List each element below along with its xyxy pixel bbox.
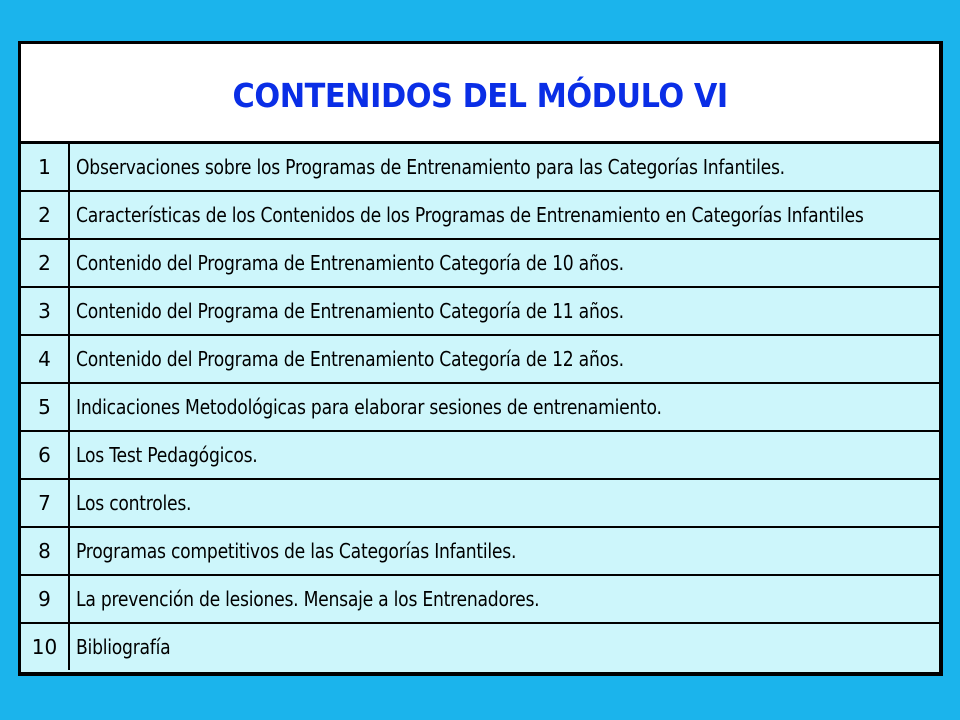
row-text-cell [70,528,939,574]
row-number: 9 [21,576,70,622]
table-row [21,336,939,384]
table-row [21,624,939,670]
row-number: 2 [21,192,70,238]
row-number: 4 [21,336,70,382]
table-body [21,144,939,670]
row-text: Contenido del Programa de Entrenamiento Categoría de 10 años. [76,251,624,275]
row-text: Bibliografía [76,635,171,659]
table-row [21,576,939,624]
table-row [21,384,939,432]
row-text: Programas competitivos de las Categorías Infantiles. [76,539,517,563]
row-number: 7 [21,480,70,526]
title-bar [21,44,939,144]
page-title: CONTENIDOS DEL MÓDULO VI [232,76,728,115]
row-text-cell [70,288,939,334]
table-row [21,288,939,336]
row-text-cell [70,240,939,286]
row-text: La prevención de lesiones. Mensaje a los Entrenadores. [76,587,540,611]
row-text-cell [70,336,939,382]
row-number: 5 [21,384,70,430]
row-text-cell [70,192,939,238]
table-row [21,240,939,288]
row-text: Contenido del Programa de Entrenamiento Categoría de 12 años. [76,347,624,371]
table-row [21,192,939,240]
row-text-cell [70,576,939,622]
table-row [21,528,939,576]
row-number: 2 [21,240,70,286]
row-number: 6 [21,432,70,478]
row-text: Características de los Contenidos de los Programas de Entrenamiento en Categorías Infantiles [76,203,864,227]
row-text-cell [70,480,939,526]
row-number: 3 [21,288,70,334]
row-text-cell [70,144,939,190]
table-row [21,432,939,480]
row-number: 8 [21,528,70,574]
row-text: Los Test Pedagógicos. [76,443,258,467]
row-text-cell [70,624,939,670]
row-text: Contenido del Programa de Entrenamiento Categoría de 11 años. [76,299,624,323]
table-row [21,144,939,192]
row-text: Indicaciones Metodológicas para elaborar sesiones de entrenamiento. [76,395,662,419]
row-number: 10 [21,624,70,670]
row-text-cell [70,432,939,478]
row-text-cell [70,384,939,430]
row-number: 1 [21,144,70,190]
contents-table [18,41,943,676]
row-text: Los controles. [76,491,192,515]
row-text: Observaciones sobre los Programas de Entrenamiento para las Categorías Infantiles. [76,155,785,179]
table-row [21,480,939,528]
